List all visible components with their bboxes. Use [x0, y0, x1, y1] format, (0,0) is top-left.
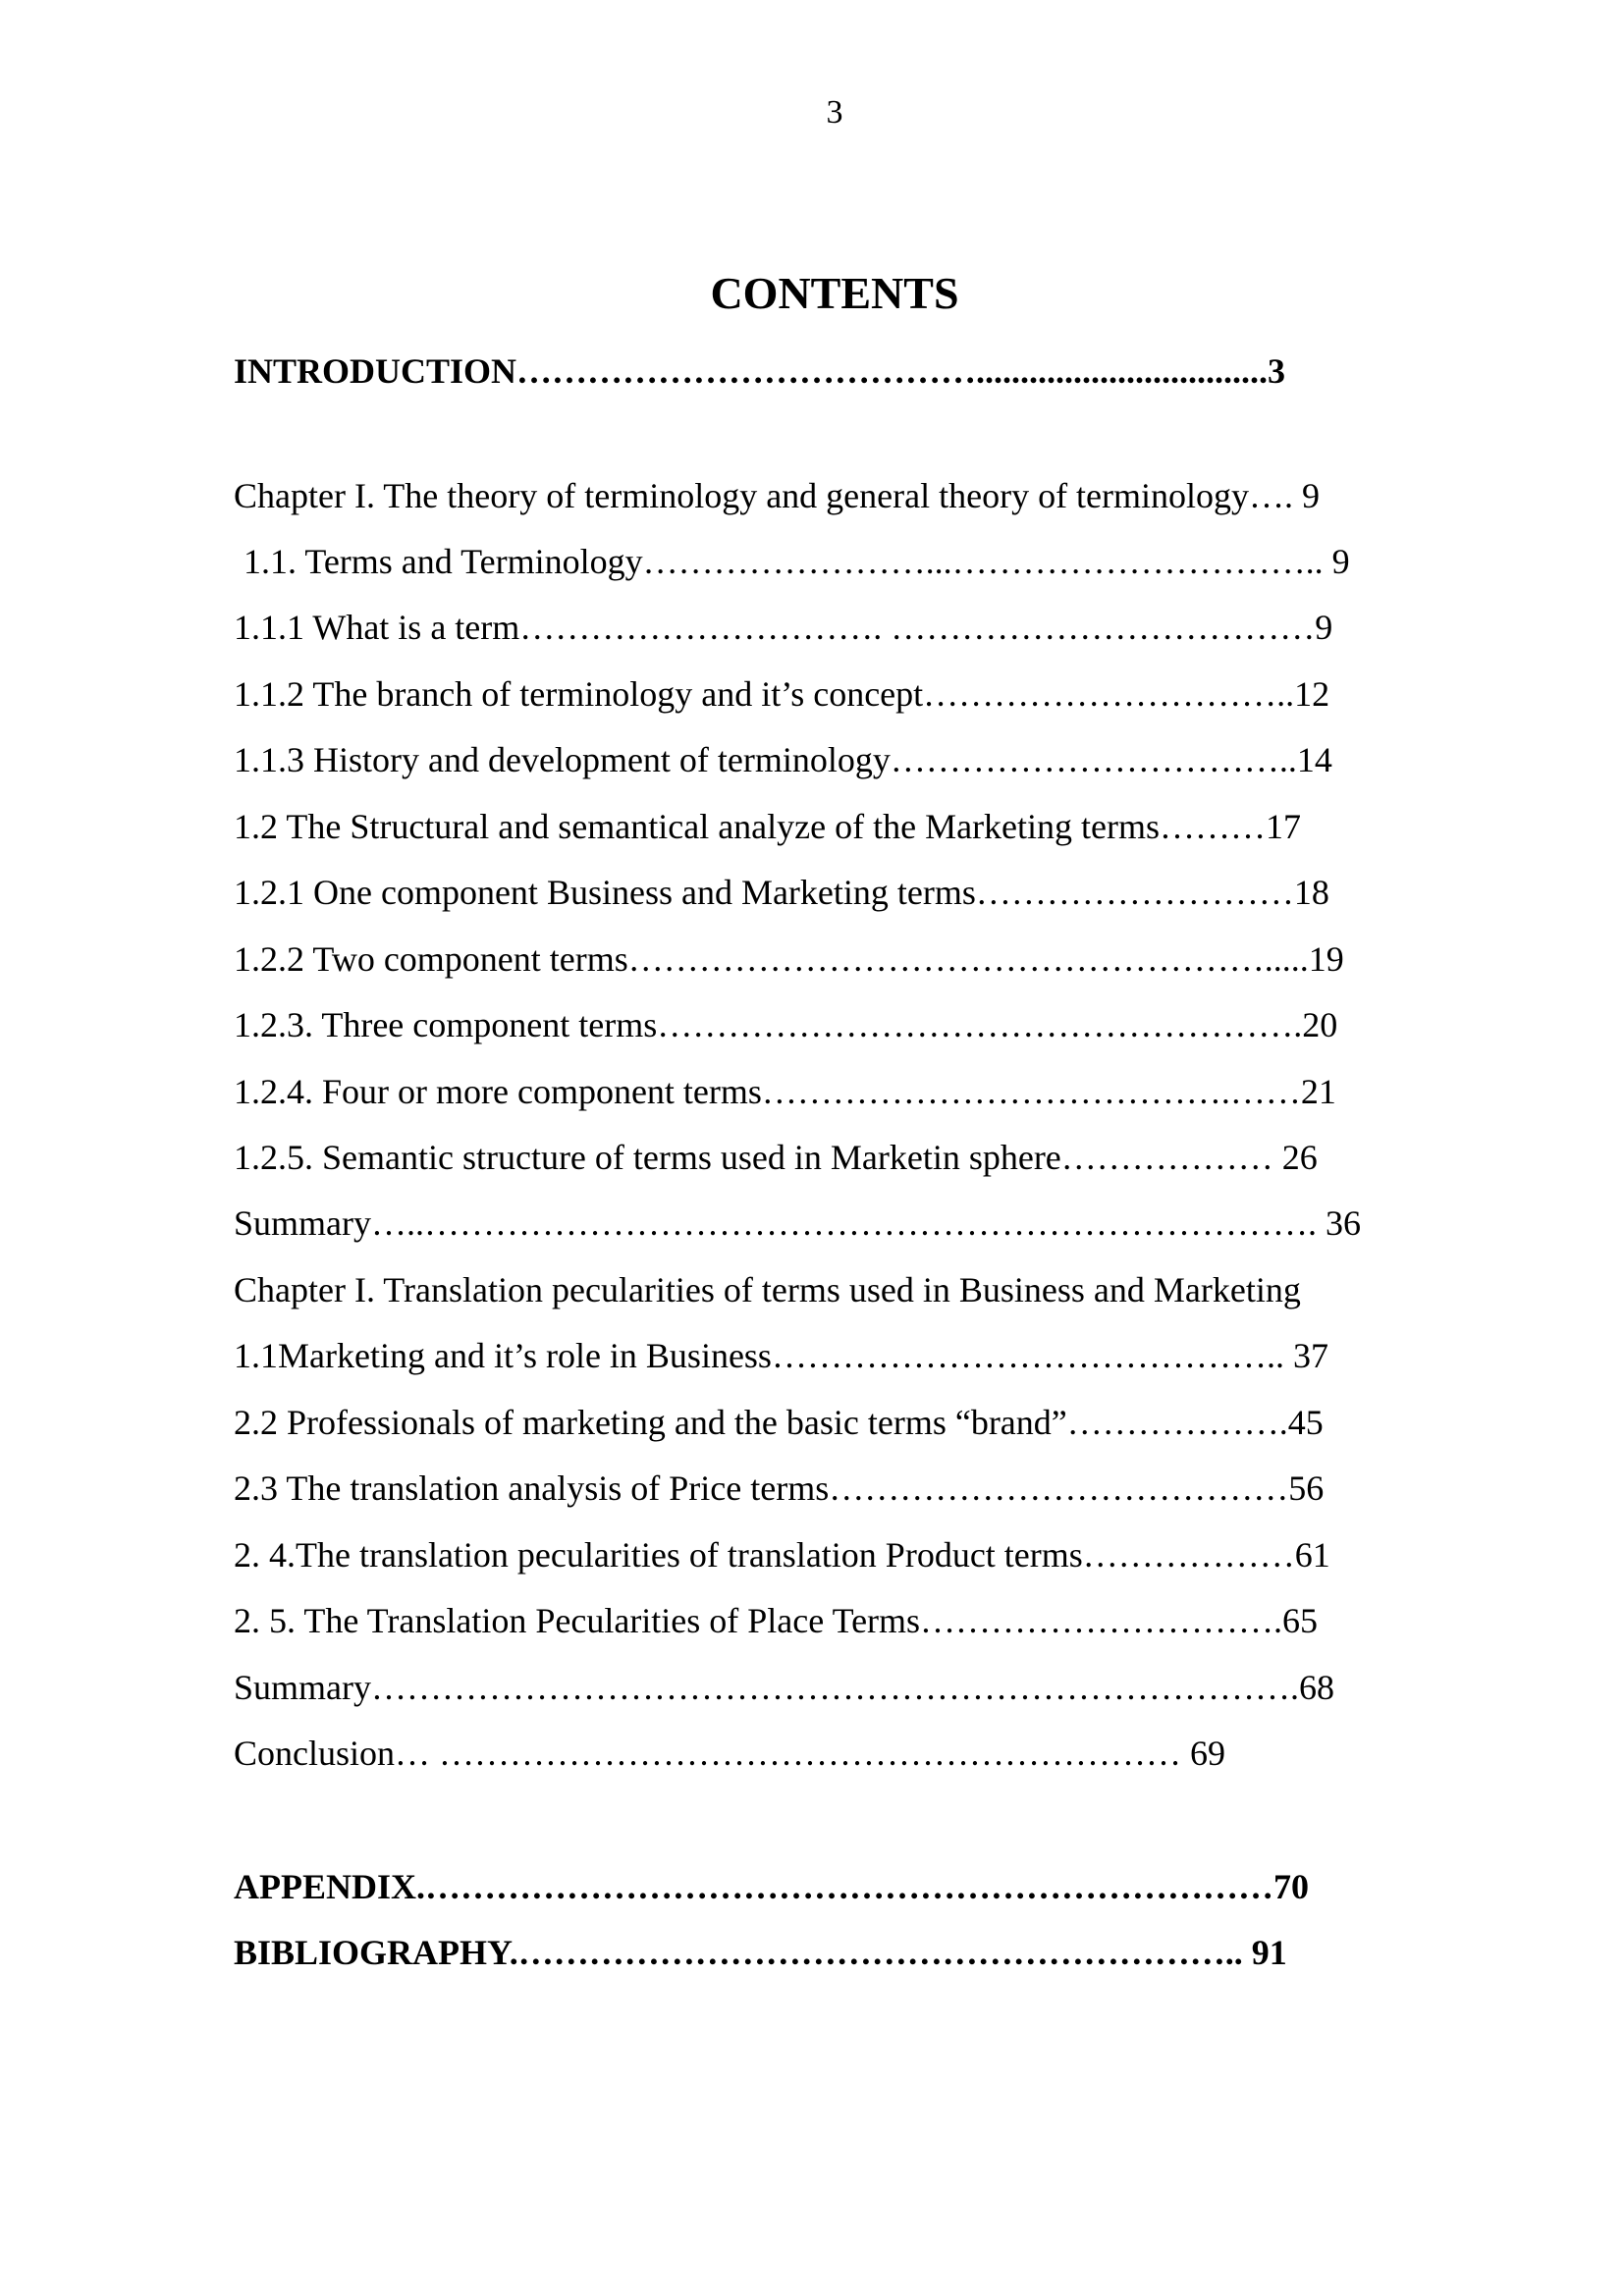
toc-entry-2-1: 1.1Marketing and it’s role in Business…………………………………….. 37	[234, 1336, 1328, 1375]
toc-entry-1-2: 1.2 The Structural and semantical analyze of the Marketing terms………17	[234, 807, 1302, 846]
toc-entry-1-2-5: 1.2.5. Semantic structure of terms used in Marketin sphere……………… 26	[234, 1138, 1318, 1177]
toc-entry-summary-1: Summary…..…………………………………………………………………. 36	[234, 1203, 1361, 1243]
toc-entry-2-4: 2. 4.The translation pecularities of translation Product terms………………61	[234, 1535, 1330, 1575]
toc-entry-conclusion: Conclusion… ……………………………………………………… 69	[234, 1734, 1226, 1773]
toc-entry-introduction: INTRODUCTION………………………………….................................3	[234, 351, 1286, 391]
toc-entry-1-1-2: 1.1.2 The branch of terminology and it’s concept…………………………..12	[234, 674, 1330, 714]
toc-entry-2-3: 2.3 The translation analysis of Price terms…………………………………56	[234, 1468, 1325, 1508]
toc-entry-bibliography: BIBLIOGRAPHY.…………………………………………………….. 91	[234, 1933, 1287, 1972]
toc-entry-1-2-1: 1.2.1 One component Business and Marketing terms………………………18	[234, 873, 1329, 912]
toc-entry-2-5: 2. 5. The Translation Pecularities of Place Terms………………………….65	[234, 1601, 1319, 1640]
toc-entry-1-1-1: 1.1.1 What is a term…………………………. ………………………………9	[234, 608, 1333, 647]
page-title: CONTENTS	[710, 268, 959, 318]
toc-entry-1-1-3: 1.1.3 History and development of terminology……………………………..14	[234, 740, 1332, 779]
toc-entry-chapter-1: Chapter I. The theory of terminology and general theory of terminology…. 9	[234, 476, 1321, 515]
toc-entry-1-1: 1.1. Terms and Terminology……………………...………………………….. 9	[244, 542, 1350, 581]
page-number: 3	[826, 94, 843, 131]
toc-entry-appendix: APPENDIX.………………………………………………………………70	[234, 1867, 1309, 1906]
toc-entry-1-2-3: 1.2.3. Three component terms……………………………………………….20	[234, 1005, 1338, 1044]
toc-entry-chapter-2: Chapter I. Translation pecularities of terms used in Business and Marketing	[234, 1270, 1301, 1309]
toc-entry-summary-2: Summary…………………………………………………………………….68	[234, 1668, 1334, 1707]
toc-entry-1-2-4: 1.2.4. Four or more component terms………………………………….……21	[234, 1072, 1336, 1111]
toc-entry-2-2: 2.2 Professionals of marketing and the basic terms “brand”……………….45	[234, 1403, 1324, 1442]
toc-entry-1-2-2: 1.2.2 Two component terms……………………………………………….....19	[234, 939, 1344, 979]
